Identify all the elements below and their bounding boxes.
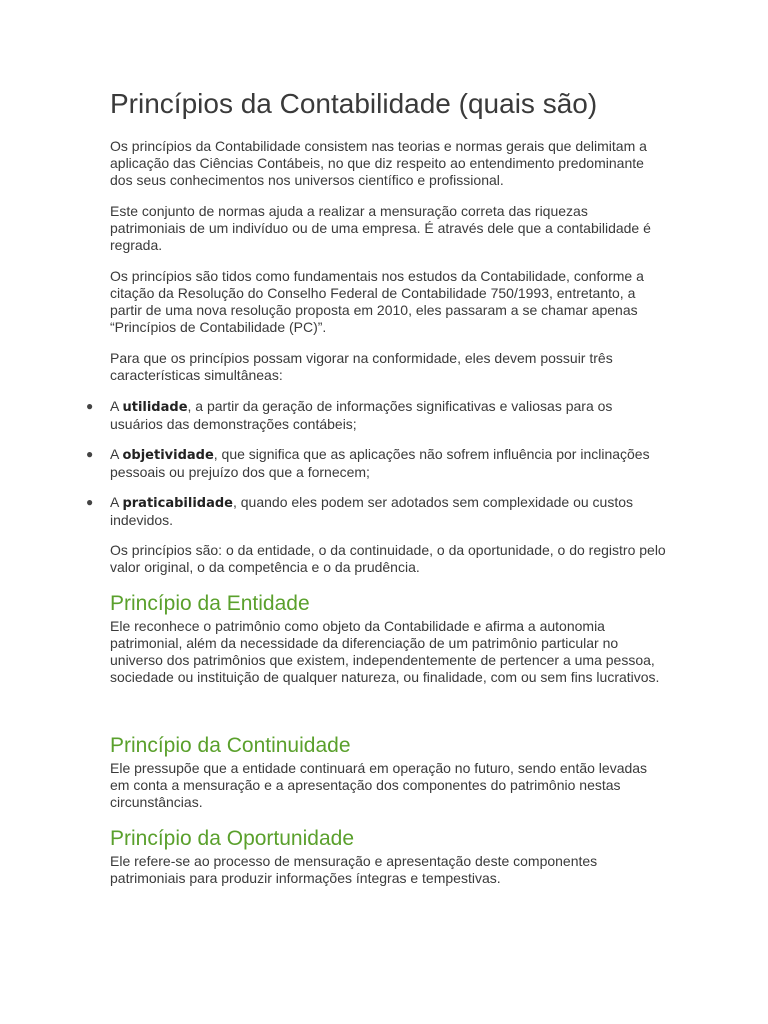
list-item-text: , a partir da geração de informações significativas e valiosas para os usuários das demonstrações contábeis; xyxy=(110,398,613,432)
section-body-entidade: Ele reconhece o patrimônio como objeto da Contabilidade e afirma a autonomia patrimonial, além da necessidade da diferenciação de um patrimônio particular no universo dos patrimônios que existem, independentemente de pertencer a uma pessoa, sociedade ou instituição de qualquer natureza, ou finalidade, com ou sem fins lucrativos. xyxy=(110,618,660,685)
list-item-bold: utilidade xyxy=(122,400,188,415)
list-item-text: , quando eles podem ser adotados sem complexidade ou custos indevidos. xyxy=(110,494,634,528)
list-item-text: , que significa que as aplicações não sofrem influência por inclinações pessoais ou prejuízo dos que a fornecem; xyxy=(110,446,650,480)
section-spacer xyxy=(110,700,666,718)
list-item-prefix: A xyxy=(110,446,123,462)
bullet-icon: ● xyxy=(86,399,94,413)
page-title: Princípios da Contabilidade (quais são) xyxy=(110,88,598,119)
bullet-icon: ● xyxy=(86,447,94,461)
intro-paragraph-1: Os princípios da Contabilidade consistem nas teorias e normas gerais que delimitam a aplicação das Ciências Contábeis, no que diz respeito ao entendimento predominante dos seus conhecimentos nos universos científico e profissional. xyxy=(110,138,647,188)
list-item xyxy=(86,398,666,433)
section-body-continuidade: Ele pressupõe que a entidade continuará em operação no futuro, sendo então levadas em conta a mensuração e a apresentação dos componentes do patrimônio nestas circunstâncias. xyxy=(110,760,648,810)
list-item-prefix: A xyxy=(110,398,123,414)
section-heading-entidade: Princípio da Entidade xyxy=(110,592,310,615)
intro-paragraph-3: Os princípios são tidos como fundamentais nos estudos da Contabilidade, conforme a citação da Resolução do Conselho Federal de Contabilidade 750/1993, entretanto, a partir de uma nova resolução proposta em 2010, eles passaram a se chamar apenas “Princípios de Contabilidade (PC)”. xyxy=(110,268,644,335)
characteristics-list xyxy=(86,398,666,529)
section-heading-oportunidade: Princípio da Oportunidade xyxy=(110,827,354,850)
intro-paragraph-4: Para que os princípios possam vigorar na conformidade, eles devem possuir três características simultâneas: xyxy=(110,350,613,383)
bullet-icon: ● xyxy=(86,495,94,509)
list-item-prefix: A xyxy=(110,494,123,510)
principles-summary: Os princípios são: o da entidade, o da continuidade, o da oportunidade, o do registro pelo valor original, o da competência e o da prudência. xyxy=(110,542,666,575)
section-heading-continuidade: Princípio da Continuidade xyxy=(110,734,351,757)
list-item xyxy=(86,446,666,481)
intro-paragraph-2: Este conjunto de normas ajuda a realizar a mensuração correta das riquezas patrimoniais de um indivíduo ou de uma empresa. É através dele que a contabilidade é regrada. xyxy=(110,203,651,253)
list-item-bold: praticabilidade xyxy=(122,496,233,511)
section-body-oportunidade: Ele refere-se ao processo de mensuração e apresentação deste componentes patrimoniais para produzir informações íntegras e tempestivas. xyxy=(110,853,598,886)
list-item-bold: objetividade xyxy=(122,448,214,463)
document-content xyxy=(86,138,666,901)
list-item xyxy=(86,494,666,529)
